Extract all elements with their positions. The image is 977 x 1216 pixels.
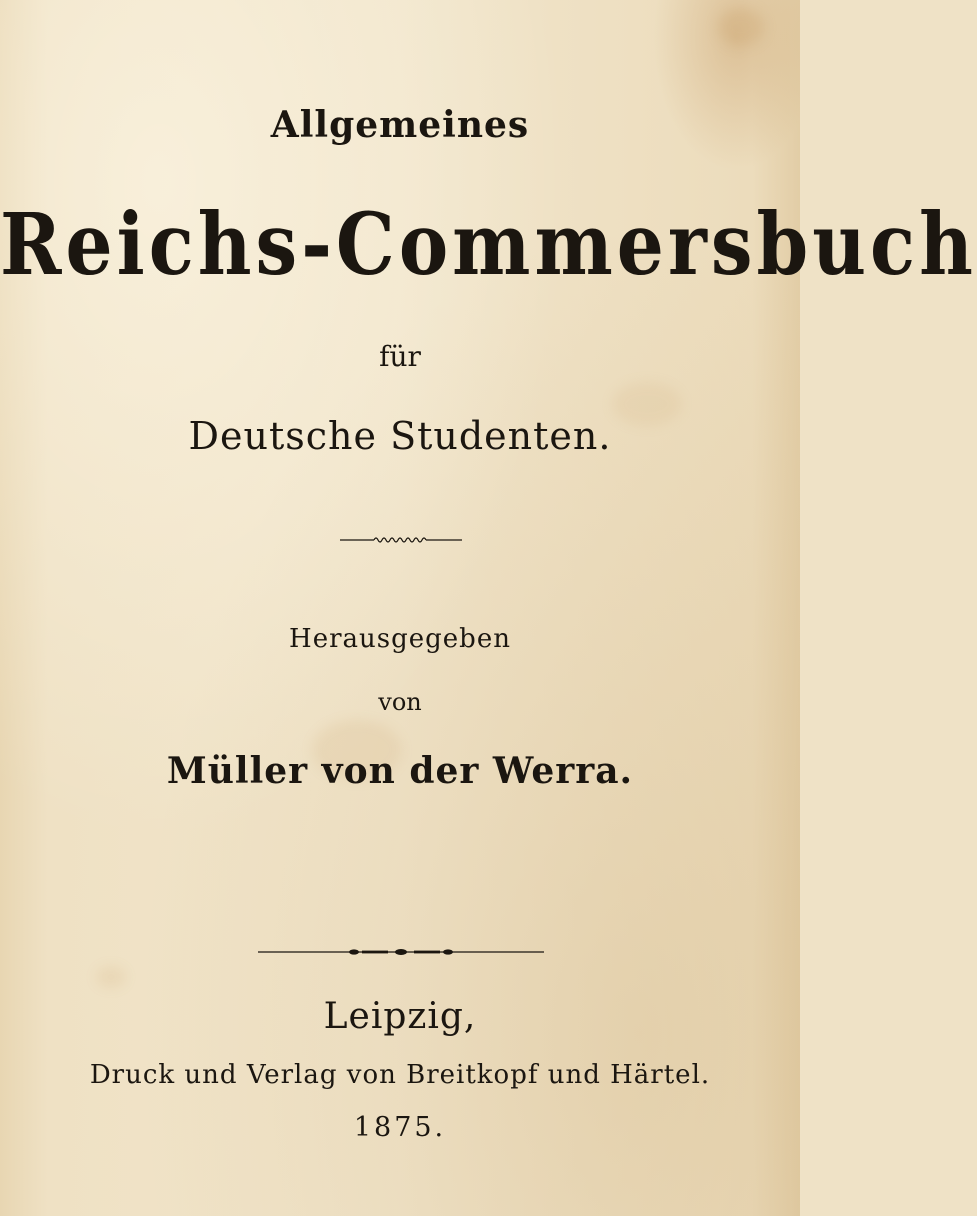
heading-line-1: Allgemeines xyxy=(270,104,530,146)
editor-name: Müller von der Werra. xyxy=(166,750,634,792)
paper-stain xyxy=(96,966,126,988)
place-of-publication: Leipzig, xyxy=(323,996,477,1037)
book-title: Reichs-Commersbuch xyxy=(0,196,977,295)
editor-preposition: von xyxy=(378,688,422,716)
publisher-line: Druck und Verlag von Breitkopf und Härtel. xyxy=(89,1060,711,1090)
publication-year: 1875. xyxy=(353,1112,447,1143)
editor-label: Herausgegeben xyxy=(289,624,511,654)
subtitle: Deutsche Studenten. xyxy=(188,414,612,458)
heading-line-3: für xyxy=(379,340,421,373)
wavy-rule-ornament xyxy=(340,531,462,549)
rule-ornament xyxy=(258,943,544,961)
paper-stain xyxy=(718,8,764,46)
